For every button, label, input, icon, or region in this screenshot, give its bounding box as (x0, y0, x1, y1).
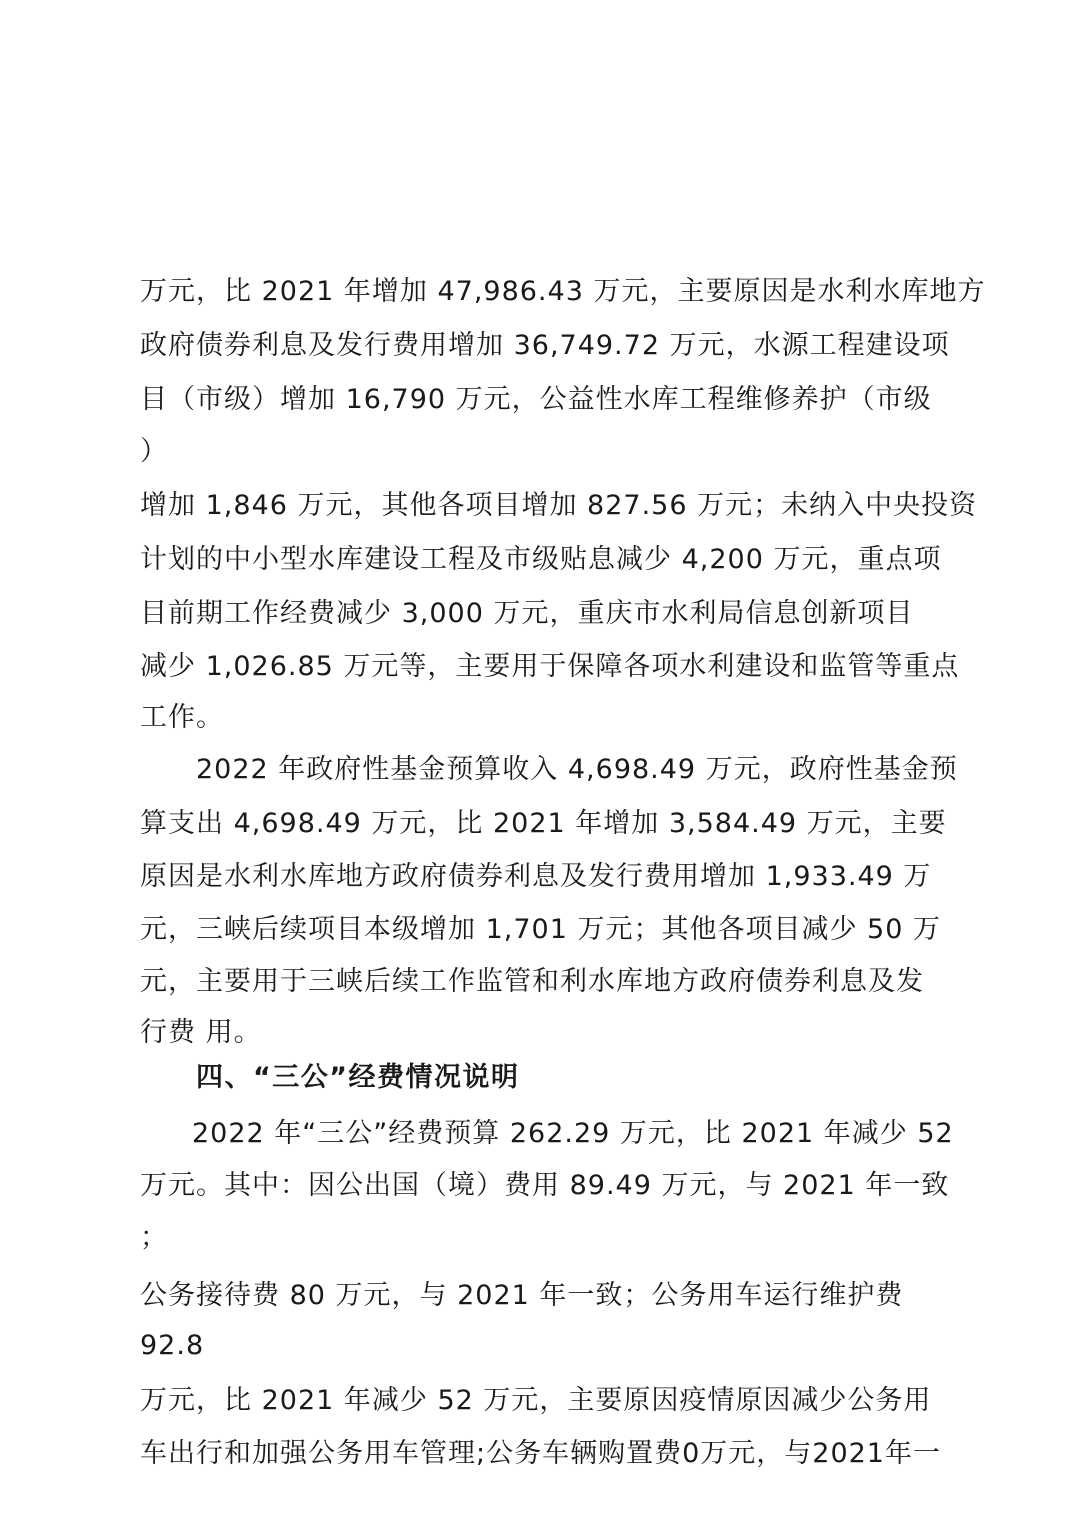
text-line-13: 元，三峡后续项目本级增加 1,701 万元；其他各项目减少 50 万 (140, 914, 941, 945)
paragraph-2-first-line: 2022 年政府性基金预算收入 4,698.49 万元，政府性基金预 (196, 754, 958, 785)
text-line-11: 算支出 4,698.49 万元，比 2021 年增加 3,584.49 万元，主要 (140, 808, 947, 839)
text-line-23: 车出行和加强公务用车管理;公务车辆购置费0万元，与2021年一 (140, 1438, 941, 1469)
text-line-21: 92.8 (140, 1330, 205, 1361)
text-line-18: 万元。其中：因公出国（境）费用 89.49 万元，与 2021 年一致 (140, 1170, 950, 1201)
text-line-12: 原因是水利水库地方政府债券利息及发行费用增加 1,933.49 万 (140, 861, 932, 892)
section-heading: 四、“三公”经费情况说明 (196, 1062, 520, 1093)
text-line-1: 万元，比 2021 年增加 47,986.43 万元，主要原因是水利水库地方 (140, 276, 986, 307)
text-line-20: 公务接待费 80 万元，与 2021 年一致；公务用车运行维护费 (140, 1280, 904, 1311)
text-line-2: 政府债券利息及发行费用增加 36,749.72 万元，水源工程建设项 (140, 330, 950, 361)
text-line-8: 减少 1,026.85 万元等，主要用于保障各项水利建设和监管等重点 (140, 651, 960, 682)
text-line-15: 行费 用。 (140, 1017, 262, 1048)
text-line-5: 增加 1,846 万元，其他各项目增加 827.56 万元；未纳入中央投资 (140, 490, 978, 521)
text-line-3: 目（市级）增加 16,790 万元，公益性水库工程维修养护（市级 (140, 384, 932, 415)
text-line-4: ） (140, 436, 168, 467)
text-line-14: 元，主要用于三峡后续工作监管和利水库地方政府债券利息及发 (140, 966, 924, 997)
text-line-7: 目前期工作经费减少 3,000 万元，重庆市水利局信息创新项目 (140, 598, 914, 629)
text-line-6: 计划的中小型水库建设工程及市级贴息减少 4,200 万元，重点项 (140, 544, 942, 575)
text-line-22: 万元，比 2021 年减少 52 万元，主要原因疫情原因减少公务用 (140, 1385, 932, 1416)
text-line-9: 工作。 (140, 702, 224, 733)
text-line-19: ； (140, 1222, 168, 1253)
paragraph-3-first-line: 2022 年“三公”经费预算 262.29 万元，比 2021 年减少 52 (192, 1118, 954, 1149)
